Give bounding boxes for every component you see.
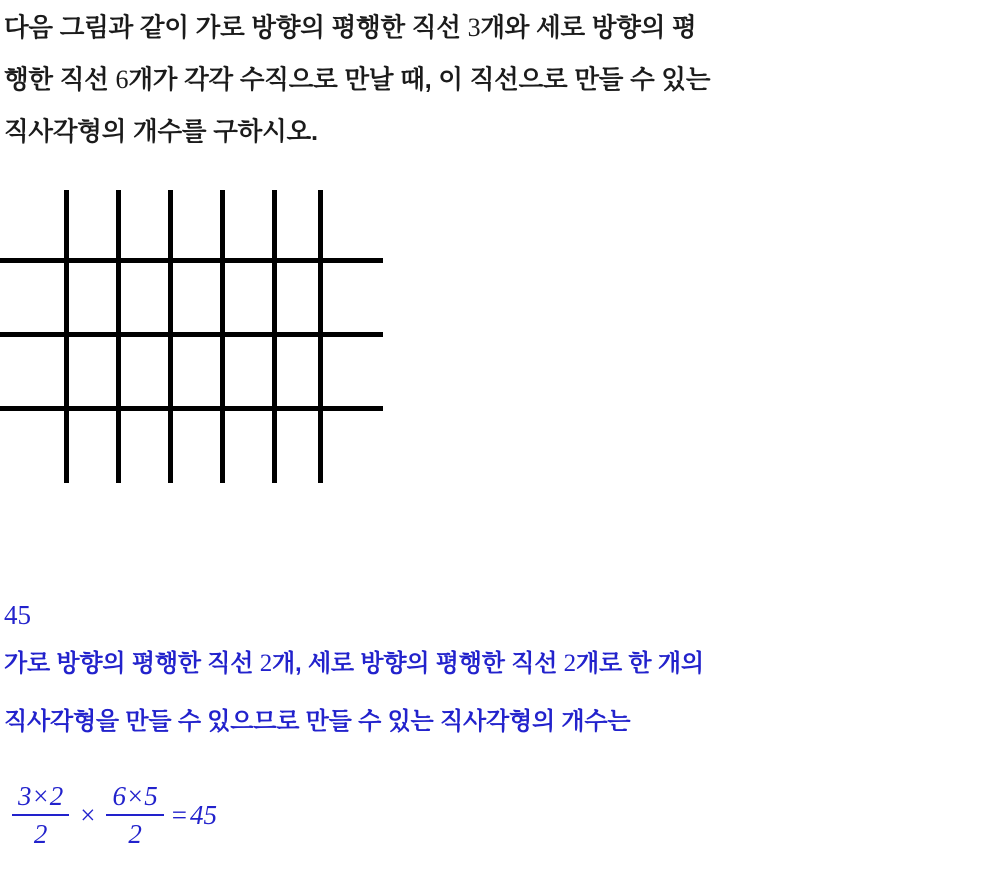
answer-line — [4, 693, 989, 751]
text-run: 다음 그림과 같이 가로 방향의 평행한 직선 — [4, 14, 468, 42]
equals-sign: = — [171, 799, 187, 830]
question-block — [4, 2, 989, 158]
text-run: 개가 각각 수직으로 만날 때, 이 직선으로 만들 수 있는 — [128, 66, 711, 94]
horizontal-line-2 — [0, 332, 383, 337]
fraction-two-denominator: 2 — [128, 819, 142, 849]
numeral-run: 6 — [115, 65, 129, 94]
numeral-run: 2 — [259, 650, 273, 677]
numeral-run: 3 — [467, 13, 481, 42]
answer-line — [4, 635, 989, 693]
grid-figure — [0, 190, 400, 490]
text-run: 가로 방향의 평행한 직선 — [4, 650, 260, 677]
text-run: 개로 한 개의 — [575, 650, 704, 677]
question-line — [4, 2, 989, 54]
horizontal-line-3 — [0, 406, 383, 411]
text-run: 직사각형의 개수를 구하시오. — [4, 118, 318, 146]
answer-block — [4, 595, 989, 751]
formula-result: 45 — [189, 799, 217, 830]
fraction-one — [12, 780, 69, 850]
numeral-run: 2 — [563, 650, 576, 677]
fraction-one-denominator: 2 — [33, 819, 48, 849]
text-run: 개와 세로 방향의 평 — [480, 14, 697, 42]
fraction-two-numerator: 6×5 — [112, 781, 158, 811]
answer-formula — [8, 780, 217, 850]
horizontal-line-1 — [0, 258, 383, 263]
text-run: 행한 직선 — [4, 66, 116, 94]
text-run: 개, 세로 방향의 평행한 직선 — [272, 650, 564, 677]
question-line — [4, 54, 989, 106]
question-line — [4, 106, 989, 158]
fraction-two — [106, 780, 163, 850]
fraction-one-numerator: 3×2 — [18, 781, 64, 811]
answer-value: 45 — [4, 600, 31, 630]
text-run: 직사각형을 만들 수 있으므로 만들 수 있는 직사각형의 개수는 — [4, 708, 631, 735]
multiply-operator: × — [80, 799, 96, 830]
